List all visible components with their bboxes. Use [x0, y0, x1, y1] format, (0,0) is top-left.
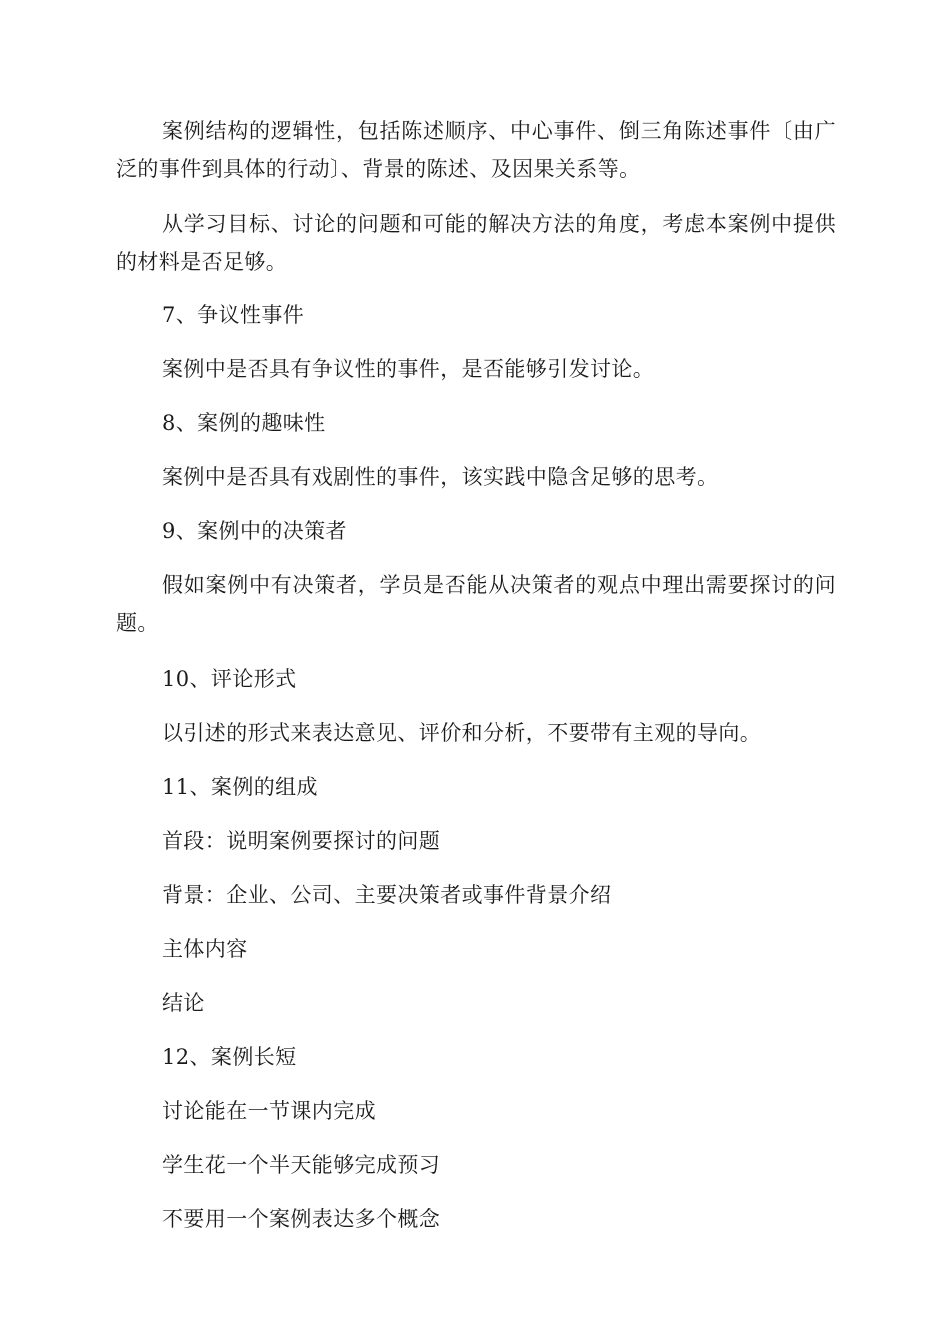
list-item-conclusion: 结论	[162, 991, 205, 1015]
list-item-single-concept: 不要用一个案例表达多个概念	[162, 1207, 441, 1231]
heading-controversial-events: 7、争议性事件	[162, 303, 305, 327]
list-item-background: 背景：企业、公司、主要决策者或事件背景介绍	[162, 883, 612, 907]
heading-case-length: 12、案例长短	[162, 1045, 297, 1069]
paragraph-decision-maker: 假如案例中有决策者，学员是否能从决策者的观点中理出需要探讨的问题。	[116, 573, 836, 635]
paragraph-review-form: 以引述的形式来表达意见、评价和分析，不要带有主观的导向。	[162, 721, 762, 745]
heading-review-form: 10、评论形式	[162, 667, 297, 691]
list-item-one-class: 讨论能在一节课内完成	[162, 1099, 376, 1123]
list-item-main-content: 主体内容	[162, 937, 248, 961]
paragraph-case-structure-logic: 案例结构的逻辑性，包括陈述顺序、中心事件、倒三角陈述事件〔由广泛的事件到具体的行动〕、背景的陈述、及因果关系等。	[116, 119, 836, 181]
paragraph-controversy: 案例中是否具有争议性的事件，是否能够引发讨论。	[162, 357, 655, 381]
list-item-half-day-prep: 学生花一个半天能够完成预习	[162, 1153, 441, 1177]
list-item-first-section: 首段：说明案例要探讨的问题	[162, 829, 441, 853]
heading-case-composition: 11、案例的组成	[162, 775, 318, 799]
heading-decision-maker: 9、案例中的决策者	[162, 519, 347, 543]
paragraph-material-sufficiency: 从学习目标、讨论的问题和可能的解决方法的角度，考虑本案例中提供的材料是否足够。	[116, 212, 836, 274]
paragraph-drama: 案例中是否具有戏剧性的事件，该实践中隐含足够的思考。	[162, 465, 719, 489]
heading-case-interest: 8、案例的趣味性	[162, 411, 326, 435]
